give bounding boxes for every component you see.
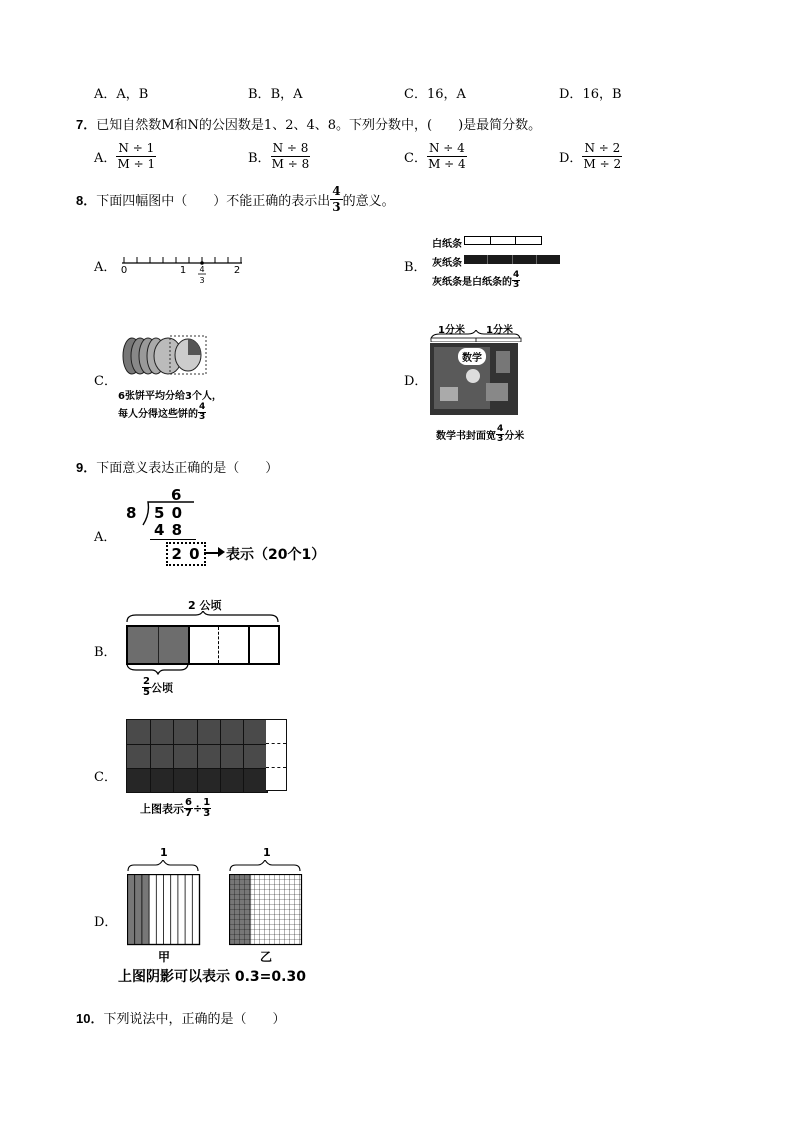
decimeter-label-1: 1分米: [438, 325, 465, 336]
brace-line: [230, 860, 300, 871]
strip-divider: [158, 627, 159, 663]
number-line-ticks: [124, 257, 241, 263]
q7-option-d[interactable]: [559, 141, 622, 172]
fraction-numerator: 4: [497, 424, 504, 434]
strips-caption-fraction: [512, 271, 520, 290]
q8-option-a-label[interactable]: A．: [94, 260, 117, 275]
grid-caption-operator: ÷: [192, 802, 203, 815]
fraction-numerator: N ÷ 2: [584, 141, 621, 155]
book-figure-icon: [496, 351, 510, 373]
fraction-numerator: 1: [203, 797, 211, 808]
square-jia-width-label: 1: [160, 846, 168, 859]
book-title-badge: 数学: [458, 348, 486, 365]
q9-option-b-label[interactable]: B．: [94, 645, 117, 660]
squares-top-braces: [124, 860, 314, 872]
fraction-denominator: M ÷ 8: [271, 157, 310, 171]
grid-caption: [140, 798, 211, 819]
strip-divider: [188, 627, 190, 663]
option-label: A．: [94, 151, 117, 166]
question-text: 已知自然数M和N的公因数是1、2、4、8。下列分数中，( )是最简分数。: [96, 118, 542, 133]
grid-line: [220, 720, 221, 792]
question-number: 10．: [76, 1011, 104, 1026]
option-fraction: [427, 141, 467, 172]
q8-stem: [76, 184, 395, 215]
square-jia-shaded: [128, 875, 150, 945]
fraction-numerator: 6: [185, 797, 192, 808]
fraction-numerator: 4: [332, 184, 341, 198]
arrow-right-icon: [218, 547, 225, 557]
question-number: 9．: [76, 460, 97, 475]
fraction-denominator: 3: [332, 200, 341, 214]
fraction-numerator: N ÷ 1: [118, 141, 155, 155]
decimeter-label-2: 1分米: [486, 325, 513, 336]
pancakes-caption-text: 每人分得这些饼的: [118, 409, 198, 420]
option-text: 16，A: [426, 87, 466, 102]
pancakes-caption-line2: [118, 403, 206, 422]
option-label: C．: [404, 151, 427, 166]
q8b-strips-figure: [430, 233, 540, 293]
question-text: 下面意义表达正确的是（ ）: [96, 461, 279, 476]
q8-option-b-label[interactable]: B．: [404, 260, 427, 275]
grid-caption-text: 上图表示: [140, 802, 184, 816]
option-label: B．: [248, 151, 271, 166]
square-yi-grid: [230, 875, 302, 945]
q8-option-c-label[interactable]: C．: [94, 374, 117, 389]
decimeter-bracket: [428, 330, 528, 342]
q9c-grid-figure: [126, 719, 288, 791]
grid-line: [243, 720, 244, 792]
q6-option-b[interactable]: [248, 83, 303, 102]
division-rule: [150, 539, 196, 540]
tick-label-frac-num: 4: [199, 265, 205, 274]
q7-option-b[interactable]: [248, 141, 310, 172]
division-dividend: 5 0: [154, 504, 184, 522]
fraction-numerator: N ÷ 8: [272, 141, 309, 155]
division-divisor: 8: [126, 504, 137, 522]
q8-option-d-label[interactable]: D．: [404, 374, 428, 389]
strip-part-fraction: [142, 677, 151, 698]
grid-line: [150, 720, 151, 792]
fraction-denominator: 3: [203, 808, 211, 819]
option-label: D．: [559, 87, 583, 102]
tick-label-frac-den: 3: [199, 276, 205, 285]
book-caption-text: 数学书封面宽: [436, 431, 496, 442]
hectare-strip: [126, 625, 280, 665]
brace-line: [127, 663, 188, 674]
fraction-denominator: 3: [513, 280, 520, 290]
grid-line: [266, 743, 286, 744]
brace-line: [127, 611, 278, 622]
division-quotient: 6: [171, 486, 182, 504]
gray-strip-label: 灰纸条: [432, 258, 462, 269]
strip-divider: [218, 627, 219, 663]
book-caption-unit: 分米: [504, 431, 525, 442]
square-yi: [229, 874, 303, 946]
book-figure-icon: [486, 383, 508, 401]
grid-line: [197, 720, 198, 792]
fraction-numerator: 2: [143, 676, 150, 687]
option-text: 16，B: [582, 87, 622, 102]
square-yi-width-label: 1: [263, 846, 271, 859]
fraction-denominator: 5: [143, 687, 150, 698]
option-label: D．: [559, 151, 583, 166]
fraction-denominator: 7: [185, 808, 192, 819]
q9b-hectare-figure: [124, 597, 284, 702]
fraction-denominator: 3: [497, 434, 504, 444]
white-strip-label: 白纸条: [432, 239, 462, 250]
square-jia-label: 甲: [158, 950, 171, 964]
option-fraction: [271, 141, 311, 172]
strip-bottom-brace: [126, 663, 190, 675]
option-label: A．: [94, 87, 117, 102]
q6-option-a[interactable]: [94, 83, 148, 102]
q9d-decimal-figure: [124, 844, 324, 984]
fraction-denominator: M ÷ 2: [583, 157, 622, 171]
q9a-long-division: [124, 486, 344, 572]
option-label: C．: [404, 87, 427, 102]
q6-option-d[interactable]: [559, 83, 622, 102]
fraction-numerator: N ÷ 4: [428, 141, 465, 155]
strip-part-unit: 公顷: [150, 681, 173, 695]
q7-option-a[interactable]: [94, 141, 156, 172]
q8a-number-line: [118, 246, 248, 288]
tick-label-0: 0: [120, 265, 128, 276]
q6-option-c[interactable]: [404, 83, 466, 102]
grid-caption-fraction-1: [184, 798, 193, 819]
pancake-slice-icon: [188, 339, 201, 355]
grid-caption-fraction-2: [202, 798, 211, 819]
q9-stem: [76, 457, 278, 476]
strip-divider: [248, 627, 250, 663]
gray-strip: [464, 255, 560, 264]
option-text: B，A: [270, 87, 303, 102]
square-jia: [127, 874, 201, 946]
division-product: 4 8: [154, 521, 184, 539]
pancakes-caption-line1: 6张饼平均分给3个人，: [118, 391, 222, 402]
q9-option-a-label[interactable]: A．: [94, 530, 117, 545]
fraction-denominator: M ÷ 4: [428, 157, 466, 171]
fraction-denominator: 3: [199, 412, 206, 422]
tick-label-1: 1: [179, 265, 187, 276]
book-caption: [436, 425, 524, 444]
q10-stem: [76, 1008, 285, 1027]
grid-line: [173, 720, 174, 792]
question-text: 下面四幅图中（ ）不能正确的表示出: [96, 194, 331, 209]
option-label: B．: [248, 87, 271, 102]
grid-line: [266, 767, 286, 768]
tick-label-2: 2: [233, 265, 241, 276]
grid-shaded-region: [126, 719, 268, 793]
strips-caption: [432, 271, 520, 290]
strips-caption-text: 灰纸条是白纸条的: [432, 277, 512, 288]
grid-white-column: [266, 719, 287, 791]
q7-option-c[interactable]: [404, 141, 467, 172]
pancakes-caption-fraction: [198, 403, 206, 422]
white-strip: [464, 236, 542, 245]
q9-option-c-label[interactable]: C．: [94, 770, 117, 785]
option-fraction: [116, 141, 156, 172]
remainder-note: 表示（20个1）: [226, 547, 326, 563]
division-remainder-box: 2 0: [166, 542, 206, 566]
strip-total-label: 2 公顷: [188, 599, 222, 612]
fraction-numerator: 4: [513, 270, 520, 280]
decimal-caption: 上图阴影可以表示 0.3=0.30: [118, 969, 306, 985]
question-number: 8．: [76, 193, 97, 208]
strip-top-brace: [126, 611, 280, 623]
book-figure-icon: [440, 387, 458, 401]
question-text-tail: 的意义。: [342, 194, 395, 209]
question-number: 7．: [76, 117, 97, 132]
q7-stem: [76, 114, 541, 133]
square-yi-label: 乙: [260, 950, 273, 964]
option-text: A，B: [116, 87, 149, 102]
strip-part-label: [142, 677, 173, 698]
question-text: 下列说法中，正确的是（ ）: [103, 1012, 286, 1027]
brace-line: [128, 860, 198, 871]
stem-fraction: [330, 184, 342, 215]
q9-option-d-label[interactable]: D．: [94, 915, 118, 930]
fraction-numerator: 4: [199, 402, 206, 412]
option-fraction: [582, 141, 622, 172]
book-figure-icon: [466, 369, 480, 383]
math-book-cover: [430, 343, 518, 415]
q8c-pancakes-figure: [118, 330, 218, 380]
fraction-denominator: M ÷ 1: [117, 157, 156, 171]
